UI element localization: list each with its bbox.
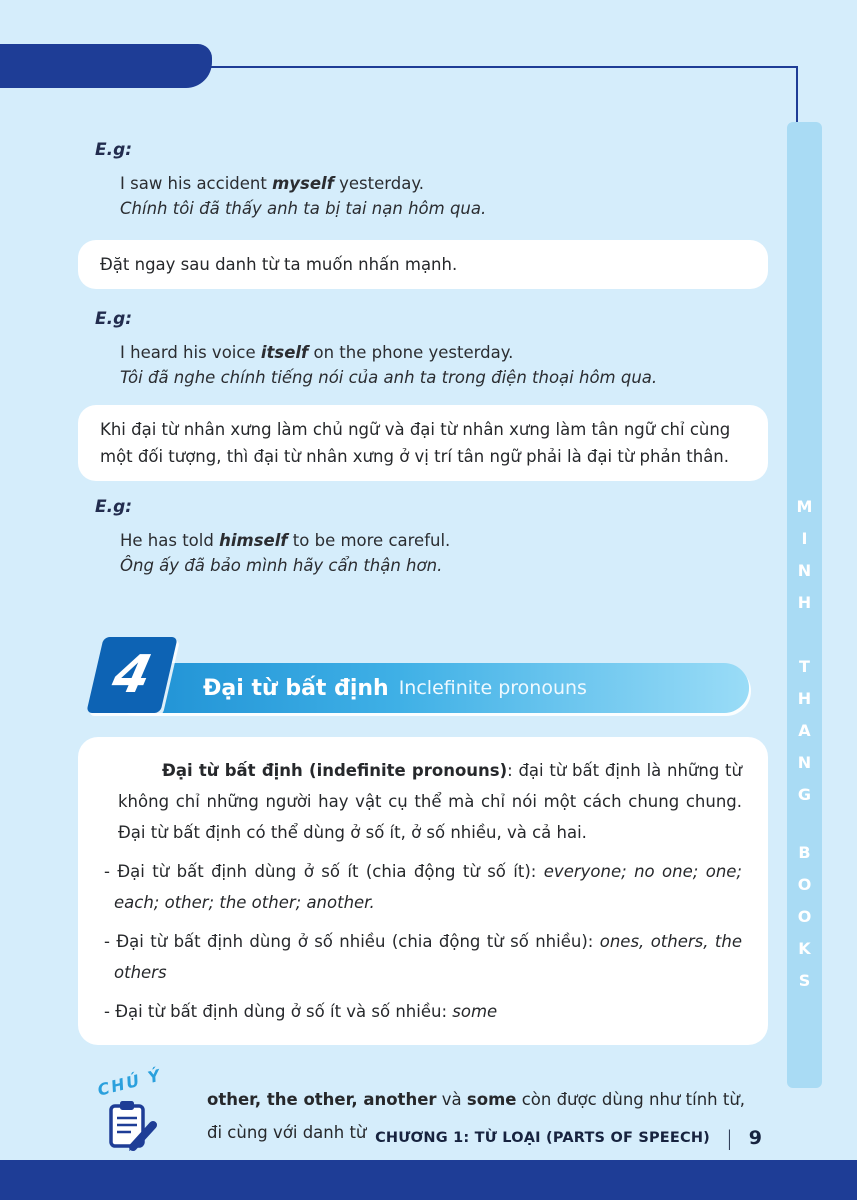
clipboard-pencil-icon [103,1097,161,1155]
top-border-line [208,66,798,68]
note-bold-words: other, the other, another [207,1090,437,1109]
page-footer [375,1126,762,1150]
emphasized-pronoun: itself [260,343,309,362]
definition-box [78,737,768,1045]
sentence-pre: I heard his voice [120,343,261,362]
bullet-text: - Đại từ bất định dùng ở số nhiều (chia động từ số nhiều): [104,932,600,951]
bullet-examples: everyone; no one; one; each; other; the other; another. [114,862,742,912]
example-sentence-en [120,343,768,362]
example-sentence-vi: Ông ấy đã bảo mình hãy cẩn thận hơn. [120,556,443,575]
bullet-examples: some [452,1002,498,1021]
example-label: E.g: [95,309,133,329]
bullet-examples: ones, others, the others [114,932,742,982]
section-subtitle: Inclefinite pronouns [398,677,587,699]
example-sentence-vi: Chính tôi đã thấy anh ta bị tai nạn hôm qua. [120,199,487,218]
bullet-text: - Đại từ bất định dùng ở số ít (chia động từ số ít): [104,862,544,881]
sentence-post: on the phone yesterday. [308,343,514,362]
bottom-navy-bar [0,1160,857,1200]
example-sentence-en [120,531,768,550]
sentence-post: to be more careful. [287,531,451,550]
brand-text-minh-thang: MINH THANG [795,497,814,817]
example-label: E.g: [95,140,133,160]
section-banner-bar [111,663,749,713]
definition-term: Đại từ bất định (indefinite pronouns) [162,761,508,780]
chapter-tab [0,44,212,88]
example-label: E.g: [95,497,133,517]
definition-paragraph [118,755,742,848]
footer-chapter-title: CHƯƠNG 1: TỪ LOẠI (PARTS OF SPEECH) [375,1130,711,1146]
brand-text-books: BOOKS [795,843,814,1003]
footer-page-number: 9 [748,1127,762,1149]
rule-box [78,405,768,481]
footer-divider: | [726,1126,733,1150]
example-sentence-vi: Tôi đã nghe chính tiếng nói của anh ta trong điện thoại hôm qua. [120,368,658,387]
definition-text: : đại từ bất định là những từ không chỉ những người hay vật cụ thể mà chỉ nói một cách chung chung. Đại từ bất định có thể dùng ở số ít, ở số nhiều, và cả hai. [118,761,742,842]
definition-bullet [104,996,742,1027]
emphasized-pronoun: myself [272,174,334,193]
content-column [78,140,768,1159]
sentence-pre: He has told [120,531,220,550]
note-label: CHÚ Ý [95,1065,164,1100]
emphasized-pronoun: himself [219,531,288,550]
section-title: Đại từ bất định [203,675,389,701]
rule-text: Đặt ngay sau danh từ ta muốn nhấn mạnh. [100,255,458,274]
rule-box [78,240,768,289]
example-sentence-en [120,174,768,193]
right-border-line [796,66,798,124]
section-number: 4 [106,645,158,705]
section-banner [95,637,768,713]
rule-text: Khi đại từ nhân xưng làm chủ ngữ và đại từ nhân xưng làm tân ngữ chỉ cùng một đối tượng, thì đại từ nhân xưng ở vị trí tân ngữ phải là đại từ phản thân. [100,420,731,466]
note-text-mid: và [436,1090,467,1109]
note-icon-area [95,1065,181,1159]
bullet-text: - Đại từ bất định dùng ở số ít và số nhiều: [104,1002,453,1021]
sentence-post: yesterday. [333,174,424,193]
note-bold-some: some [466,1090,517,1109]
sentence-pre: I saw his accident [120,174,273,193]
definition-bullet [104,856,742,918]
note-text-rest: còn được dùng như tính từ, đi cùng với danh từ [207,1090,746,1142]
side-brand-band [787,122,822,1088]
definition-bullet [104,926,742,988]
